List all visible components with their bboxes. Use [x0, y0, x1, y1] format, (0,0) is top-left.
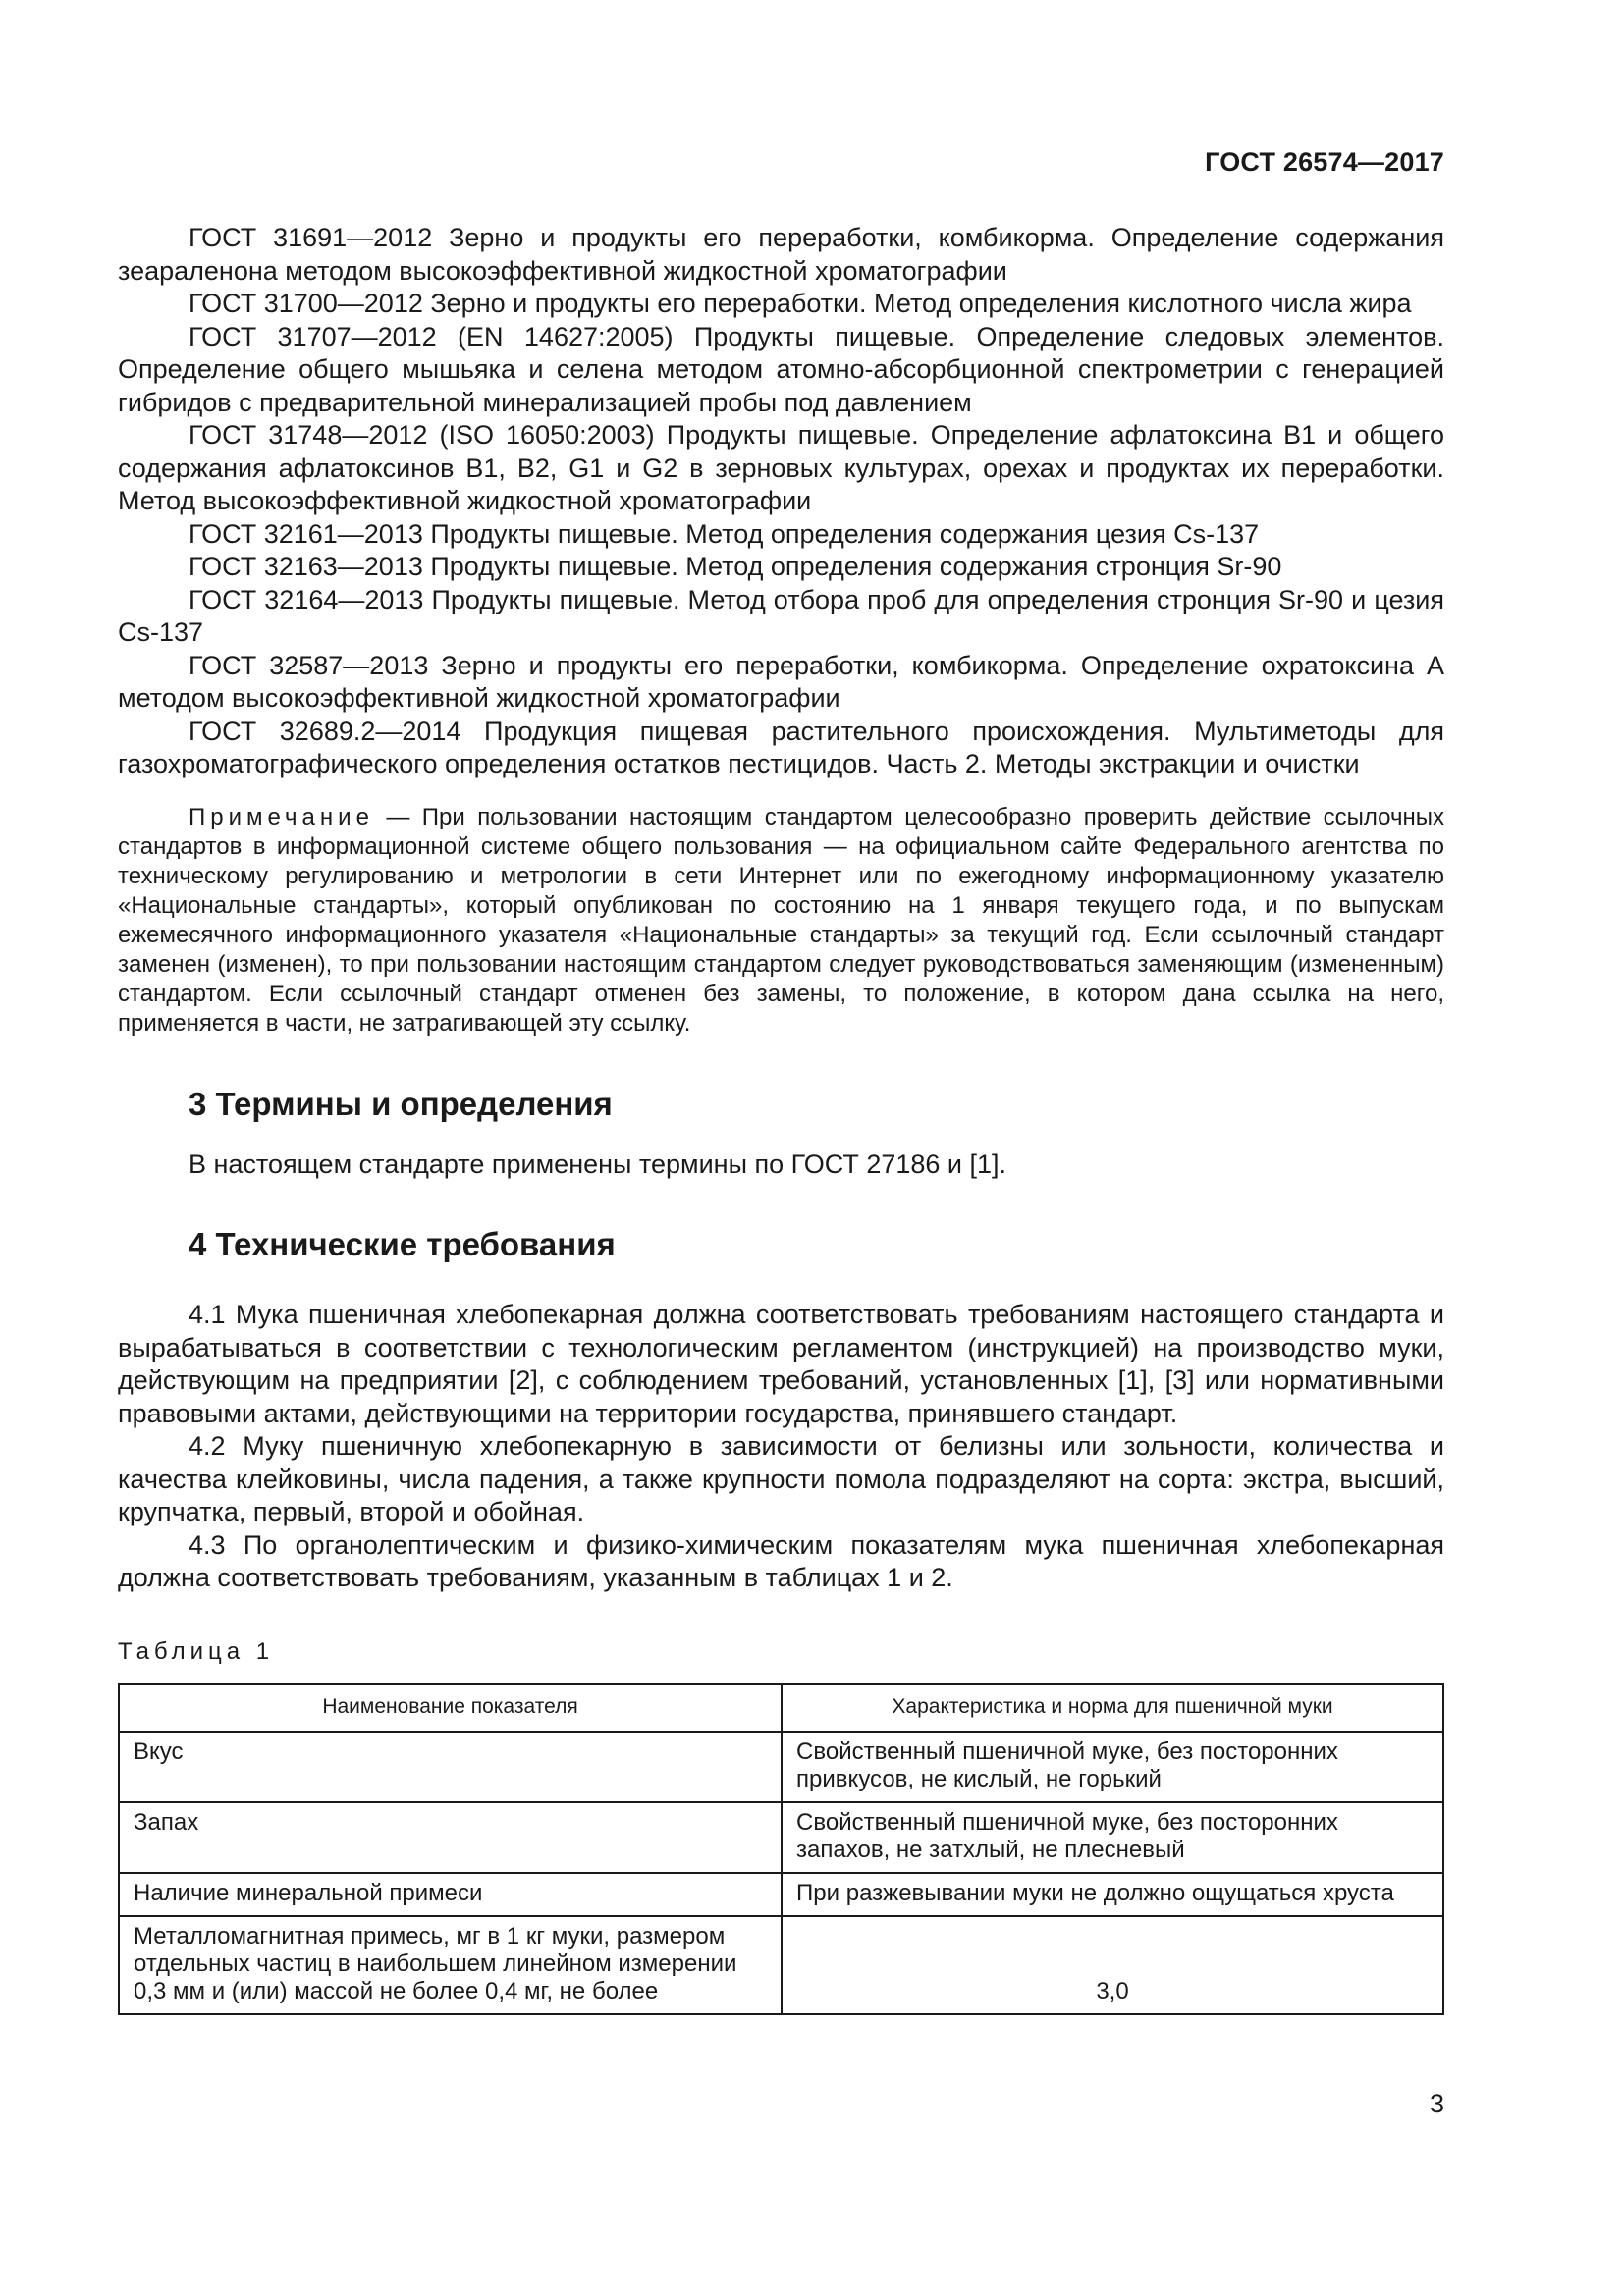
reference-item: ГОСТ 31691—2012 Зерно и продукты его переработки, комбикорма. Определение содержания зеараленона методом высокоэффективной жидкостной хроматографии: [118, 223, 1444, 286]
reference-item: ГОСТ 31700—2012 Зерно и продукты его переработки. Метод определения кислотного числа жира: [189, 289, 1412, 318]
reference-item: ГОСТ 32161—2013 Продукты пищевые. Метод определения содержания цезия Cs-137: [189, 518, 1260, 549]
indicator-cell: Металломагнитная примесь, мг в 1 кг муки, размером отдельных частиц в наибольшем линейном измерении 0,3 мм и (или) массой не более 0,4 мг, не более: [119, 1916, 782, 2014]
column-header: Характеристика и норма для пшеничной муки: [782, 1684, 1443, 1732]
note-paragraph: [118, 803, 1444, 1039]
norm-cell: Свойственный пшеничной муке, без посторонних привкусов, не кислый, не горький: [782, 1732, 1443, 1802]
table-row: [119, 1802, 1443, 1873]
norm-cell: При разжевывании муки не должно ощущаться хруста: [782, 1873, 1443, 1916]
section-4-title: 4 Технические требования: [189, 1226, 616, 1262]
section-3-text: В настоящем стандарте применены термины по ГОСТ 27186 и [1].: [189, 1148, 1007, 1179]
reference-item: ГОСТ 32164—2013 Продукты пищевые. Метод отбора проб для определения стронция Sr-90 и цезия Cs-137: [118, 584, 1444, 647]
norm-cell: 3,0: [782, 1916, 1443, 2014]
table-1: [118, 1683, 1444, 2015]
norm-cell: Свойственный пшеничной муке, без посторонних запахов, не затхлый, не плесневый: [782, 1802, 1443, 1873]
page-content: [118, 222, 1444, 2015]
reference-item: ГОСТ 31748—2012 (ISO 16050:2003) Продукты пищевые. Определение афлатоксина В1 и общего содержания афлатоксинов В1, В2, G1 и G2 в зерновых культурах, орехах и продуктах их переработки. Метод высокоэффективной жидкостной хроматографии: [118, 420, 1444, 515]
document-id-header: ГОСТ 26574—2017: [1205, 147, 1444, 177]
requirement-paragraph: 4.1 Мука пшеничная хлебопекарная должна соответствовать требованиям настоящего стандарта и вырабатываться в соответствии с технологическим регламентом (инструкцией) на производство муки, действующим на предприятии [2], с соблюдением требований, установленных [1], [3] или нормативными правовыми актами, действующими на территории государства, принявшего стандарт.: [118, 1300, 1444, 1428]
reference-item: ГОСТ 32689.2—2014 Продукция пищевая растительного происхождения. Мультиметоды для газохроматографического определения остатков пестицидов. Часть 2. Методы экстракции и очистки: [118, 716, 1444, 778]
normative-references-list: [118, 222, 1444, 781]
indicator-cell: Вкус: [119, 1732, 782, 1802]
page-number: 3: [1429, 2089, 1444, 2118]
table-row: [119, 1873, 1443, 1916]
reference-item: ГОСТ 32587—2013 Зерно и продукты его переработки, комбикорма. Определение охратоксина А методом высокоэффективной жидкостной хроматографии: [118, 650, 1444, 713]
note-text: — При пользовании настоящим стандартом целесообразно проверить действие ссылочных стандартов в информационной системе общего пользования — на официальном сайте Федерального агентства по техническому регулированию и метрологии в сети Интернет или по ежегодному информационному указателю «Национальные стандарты», который опубликован по состоянию на 1 января текущего года, и по выпускам ежемесячного информационного указателя «Национальные стандарты» за текущий год. Если ссылочный стандарт заменен (изменен), то при пользовании настоящим стандартом следует руководствоваться заменяющим (измененным) стандартом. Если ссылочный стандарт отменен без замены, то положение, в котором дана ссылка на него, применяется в части, не затрагивающей эту ссылку.: [118, 803, 1444, 1037]
section-3-title: 3 Термины и определения: [189, 1085, 613, 1122]
note-label: Примечание: [189, 803, 374, 830]
reference-item: ГОСТ 32163—2013 Продукты пищевые. Метод определения содержания стронция Sr-90: [189, 552, 1282, 581]
reference-item: ГОСТ 31707—2012 (EN 14627:2005) Продукты пищевые. Определение следовых элементов. Определение общего мышьяка и селена методом атомно-абсорбционной спектрометрии с генерацией гибридов с предварительной минерализацией пробы под давлением: [118, 321, 1444, 417]
column-header: Наименование показателя: [119, 1684, 782, 1732]
requirement-paragraph: 4.3 По органолептическим и физико-химическим показателям мука пшеничная хлебопекарная должна соответствовать требованиям, указанным в таблицах 1 и 2.: [118, 1529, 1444, 1592]
indicator-cell: Наличие минеральной примеси: [119, 1873, 782, 1916]
table-caption: Таблица 1: [118, 1637, 275, 1665]
indicator-cell: Запах: [119, 1802, 782, 1873]
requirement-paragraph: 4.2 Муку пшеничную хлебопекарную в зависимости от белизны или зольности, количества и качества клейковины, числа падения, а также крупности помола подразделяют на сорта: экстра, высший, крупчатка, первый, второй и обойная.: [118, 1431, 1444, 1526]
table-row: [119, 1732, 1443, 1802]
table-row: [119, 1916, 1443, 2014]
table-header-row: [119, 1684, 1443, 1732]
section-4-body: [118, 1299, 1444, 1595]
